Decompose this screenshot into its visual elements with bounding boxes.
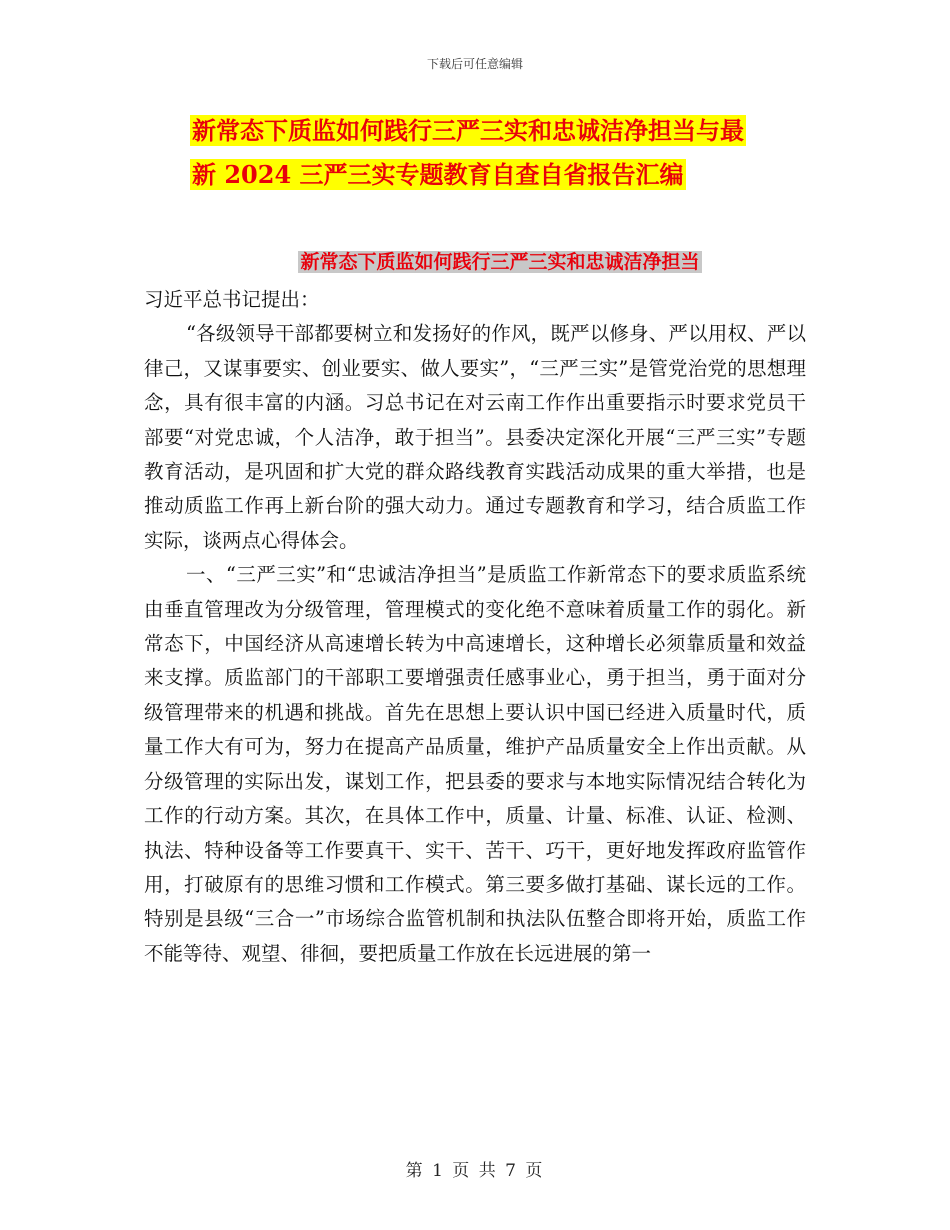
- header-note: 下载后可任意编辑: [426, 57, 523, 71]
- paragraph-point-one: 一、“三严三实”和“忠诚洁净担当”是质监工作新常态下的要求质监系统由垂直管理改为分级管理，管理模式的变化绝不意味着质量工作的弱化。新常态下，中国经济从高速增长转为中高速增长，这种增长必须靠质量和效益来支撑。质监部门的干部职工要增强责任感事业心，勇于担当，勇于面对分级管理带来的机遇和挑战。首先在思想上要认识中国已经进入质量时代，质量工作大有可为，努力在提高产品质量，维护产品质量安全上作出贡献。从分级管理的实际出发，谋划工作，把县委的要求与本地实际情况结合转化为工作的行动方案。其次，在具体工作中，质量、计量、标准、认证、检测、执法、特种设备等工作要真干、实干、苦干、巧干，更好地发挥政府监管作用，打破原有的思维习惯和工作模式。第三要多做打基础、谋长远的工作。特别是县级“三合一”市场综合监管机制和执法队伍整合即将开始，质监工作不能等待、观望、徘徊，要把质量工作放在长远进展的第一: [144, 563, 806, 965]
- document-title-line-1-text: 新常态下质监如何践行三严三实和忠诚洁净担当与最: [192, 116, 744, 145]
- paragraph-quote: “各级领导干部都要树立和发扬好的作风，既严以修身、严以用权、严以律己，又谋事要实、创业要实、做人要实”，“三严三实”是管党治党的思想理念，具有很丰富的内涵。习总书记在对云南工作作出重要指示时要求党员干部要“对党忠诚，个人洁净，敢于担当”。县委决定深化开展“三严三实”专题教育活动，是巩固和扩大党的群众路线教育实践活动成果的重大举措，也是推动质监工作再上新台阶的强大动力。通过专题教育和学习，结合质监工作实际，谈两点心得体会。: [144, 322, 806, 552]
- section-title-text: 新常态下质监如何践行三严三实和忠诚洁净担当: [300, 251, 700, 273]
- section-title: [0, 248, 950, 276]
- paragraph-intro: 习近平总书记提出：: [144, 288, 320, 311]
- document-title-line-1: [190, 116, 800, 146]
- body-content: [144, 283, 806, 971]
- document-title-line-2-text: 新 2024 三严三实专题教育自查自省报告汇编: [192, 160, 684, 189]
- document-title-line-2: [190, 160, 800, 190]
- page-footer: 第 1 页 共 7 页: [405, 1161, 545, 1181]
